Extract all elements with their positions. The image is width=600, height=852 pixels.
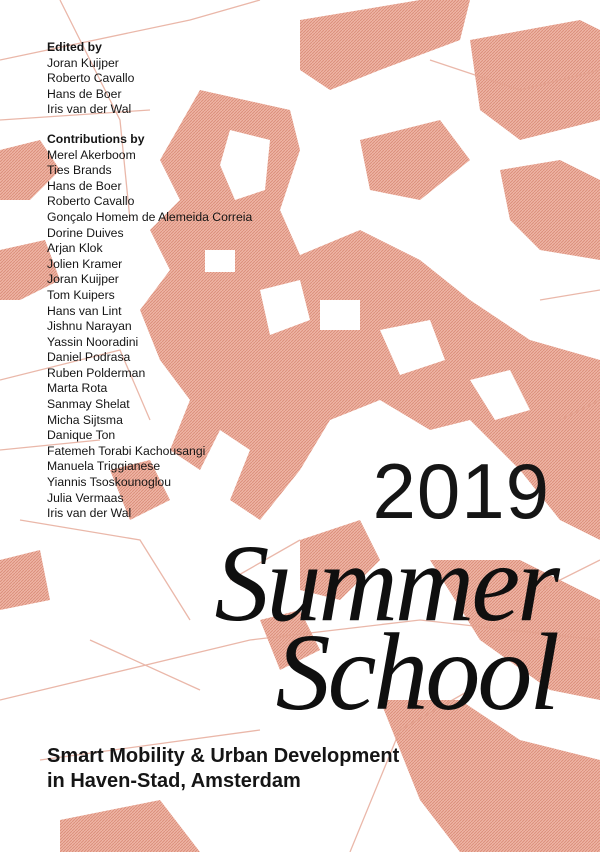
- year-label: 2019: [372, 447, 550, 535]
- contributor-name: Merel Akerboom: [47, 147, 136, 162]
- editor-name: Roberto Cavallo: [47, 71, 135, 86]
- contributor-name: Yassin Nooradini: [47, 334, 139, 349]
- contributor-name: Daniel Podrasa: [47, 350, 131, 365]
- contributor-name: Iris van der Wal: [47, 506, 132, 521]
- contributor-name: Arjan Klok: [47, 241, 103, 256]
- editor-name: Hans de Boer: [47, 86, 122, 101]
- contributor-name: Julia Vermaas: [47, 490, 124, 505]
- contributor-name: Hans de Boer: [47, 178, 122, 193]
- contributor-name: Marta Rota: [47, 381, 108, 396]
- contributions-heading: Contributions by: [47, 131, 145, 146]
- contributor-name: Tom Kuipers: [47, 287, 115, 302]
- subtitle: [47, 744, 399, 794]
- contributor-name: Jishnu Narayan: [47, 319, 132, 334]
- contributor-name: Manuela Triggianese: [47, 459, 161, 474]
- contributor-name: Fatemeh Torabi Kachousangi: [47, 443, 206, 458]
- title-line-2: School: [275, 611, 557, 733]
- contributor-name: Dorine Duives: [47, 225, 124, 240]
- credits: [47, 40, 252, 522]
- contributor-name: Joran Kuijper: [47, 272, 119, 287]
- contributor-name: Sanmay Shelat: [47, 397, 130, 412]
- contributions-group: [47, 132, 252, 522]
- editor-name: Iris van der Wal: [47, 102, 132, 117]
- contributor-name: Danique Ton: [47, 428, 116, 443]
- contributor-name: Jolien Kramer: [47, 256, 123, 271]
- contributor-name: Roberto Cavallo: [47, 194, 135, 209]
- contributor-name: Yiannis Tsoskounoglou: [47, 475, 171, 490]
- contributor-name: Micha Sijtsma: [47, 412, 123, 427]
- contributor-name: Gonçalo Homem de Alemeida Correia: [47, 209, 253, 224]
- subtitle-line-2: in Haven-Stad, Amsterdam: [47, 770, 301, 792]
- subtitle-line-1: Smart Mobility & Urban Development: [47, 745, 400, 767]
- edited-by-heading: Edited by: [47, 40, 102, 54]
- contributor-name: Ties Brands: [47, 163, 112, 178]
- title-line-1: Summer: [214, 522, 557, 644]
- editor-name: Joran Kuijper: [47, 55, 119, 70]
- contributor-name: Hans van Lint: [47, 303, 122, 318]
- edited-by-group: [47, 40, 252, 118]
- contributor-name: Ruben Polderman: [47, 365, 146, 380]
